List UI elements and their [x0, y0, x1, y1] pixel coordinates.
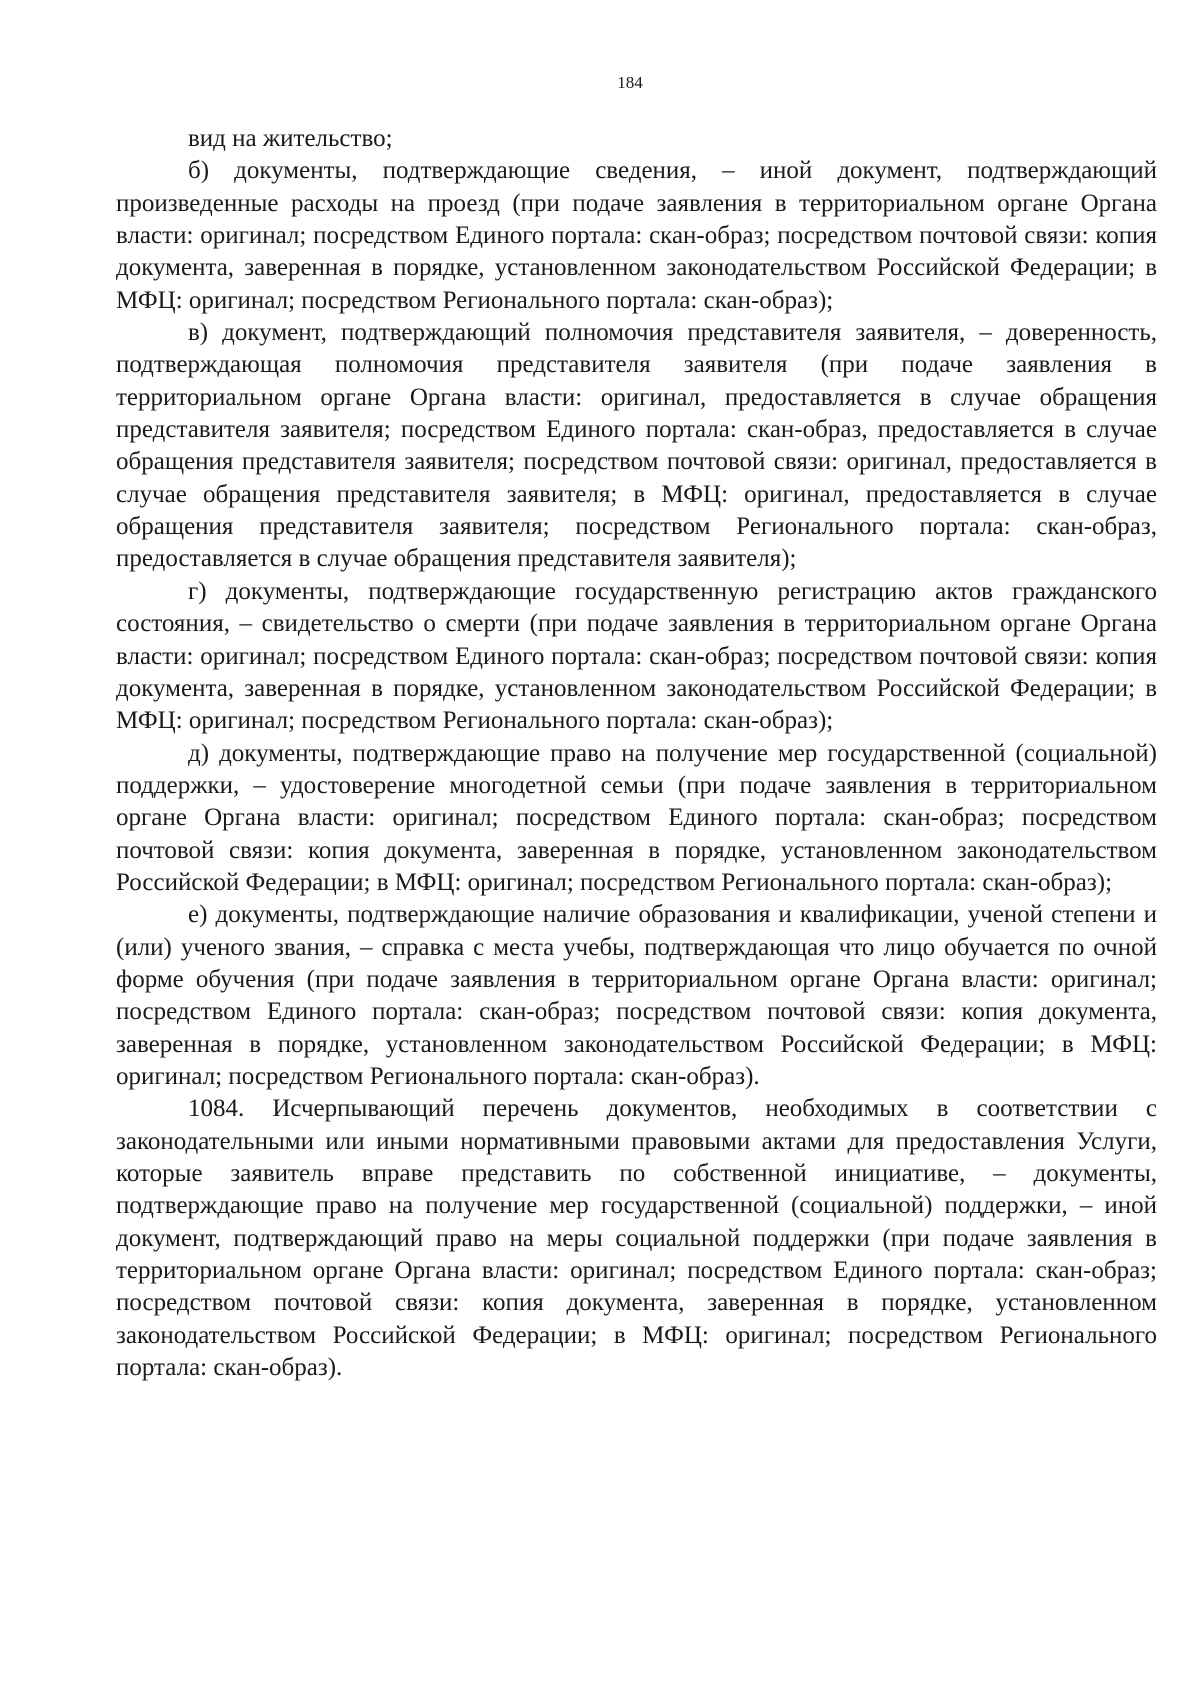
paragraph-v-representative-authority: в) документ, подтверждающий полномочия представителя заявителя, – доверенность, подтверждающая полномочия представителя заявителя (при подаче заявления в территориальном органе Органа власти: оригинал, предоставляется в случае обращения представителя заявителя; посредством Единого портала: скан-образ, предоставляется в случае обращения представителя заявителя; посредством почтовой связи: оригинал, предоставляется в случае обращения представителя заявителя; в МФЦ: оригинал, предоставляется в случае обращения представителя заявителя; посредством Регионального портала: скан-образ, предоставляется в случае обращения представителя заявителя);: [116, 319, 1157, 573]
paragraph-g-civil-status-registration: г) документы, подтверждающие государственную регистрацию актов гражданского состояния, – свидетельство о смерти (при подаче заявления в территориальном органе Органа власти: оригинал; посредством Единого портала: скан-образ; посредством почтовой связи: копия документа, заверенная в порядке, установленном законодательством Российской Федерации; в МФЦ: оригинал; посредством Регионального портала: скан-образ);: [116, 577, 1157, 735]
paragraph-residence-permit: вид на жительство;: [188, 125, 393, 152]
paragraph-d-state-support-rights: д) документы, подтверждающие право на получение мер государственной (социальной) поддержки, – удостоверение многодетной семьи (при подаче заявления в территориальном органе Органа власти: оригинал; посредством Единого портала: скан-образ; посредством почтовой связи: копия документа, заверенная в порядке, установленном законодательством Российской Федерации; в МФЦ: оригинал; посредством Регионального портала: скан-образ);: [116, 739, 1157, 896]
page-number: 184: [617, 73, 643, 92]
paragraph-1084-optional-documents: 1084. Исчерпывающий перечень документов, необходимых в соответствии с законодательными или иными нормативными правовыми актами для предоставления Услуги, которые заявитель вправе представить по собственной инициативе, – документы, подтверждающие право на получение мер государственной (социальной) поддержки, – иной документ, подтверждающий право на меры социальной поддержки (при подаче заявления в территориальном органе Органа власти: оригинал; посредством Единого портала: скан-образ; посредством почтовой связи: копия документа, заверенная в порядке, установленном законодательством Российской Федерации; в МФЦ: оригинал; посредством Регионального портала: скан-образ).: [116, 1095, 1157, 1382]
paragraph-e-education-qualification: е) документы, подтверждающие наличие образования и квалификации, ученой степени и (или) ученого звания, – справка с места учебы, подтверждающая что лицо обучается по очной форме обучения (при подаче заявления в территориальном органе Органа власти: оригинал; посредством Единого портала: скан-образ; посредством почтовой связи: копия документа, заверенная в порядке, установленном законодательством Российской Федерации; в МФЦ: оригинал; посредством Регионального портала: скан-образ).: [116, 901, 1157, 1090]
paragraph-b-travel-expenses: б) документы, подтверждающие сведения, – иной документ, подтверждающий произведенные расходы на проезд (при подаче заявления в территориальном органе Органа власти: оригинал; посредством Единого портала: скан-образ; посредством почтовой связи: копия документа, заверенная в порядке, установленном законодательством Российской Федерации; в МФЦ: оригинал; посредством Регионального портала: скан-образ);: [116, 157, 1157, 314]
document-body: [116, 123, 1157, 1384]
